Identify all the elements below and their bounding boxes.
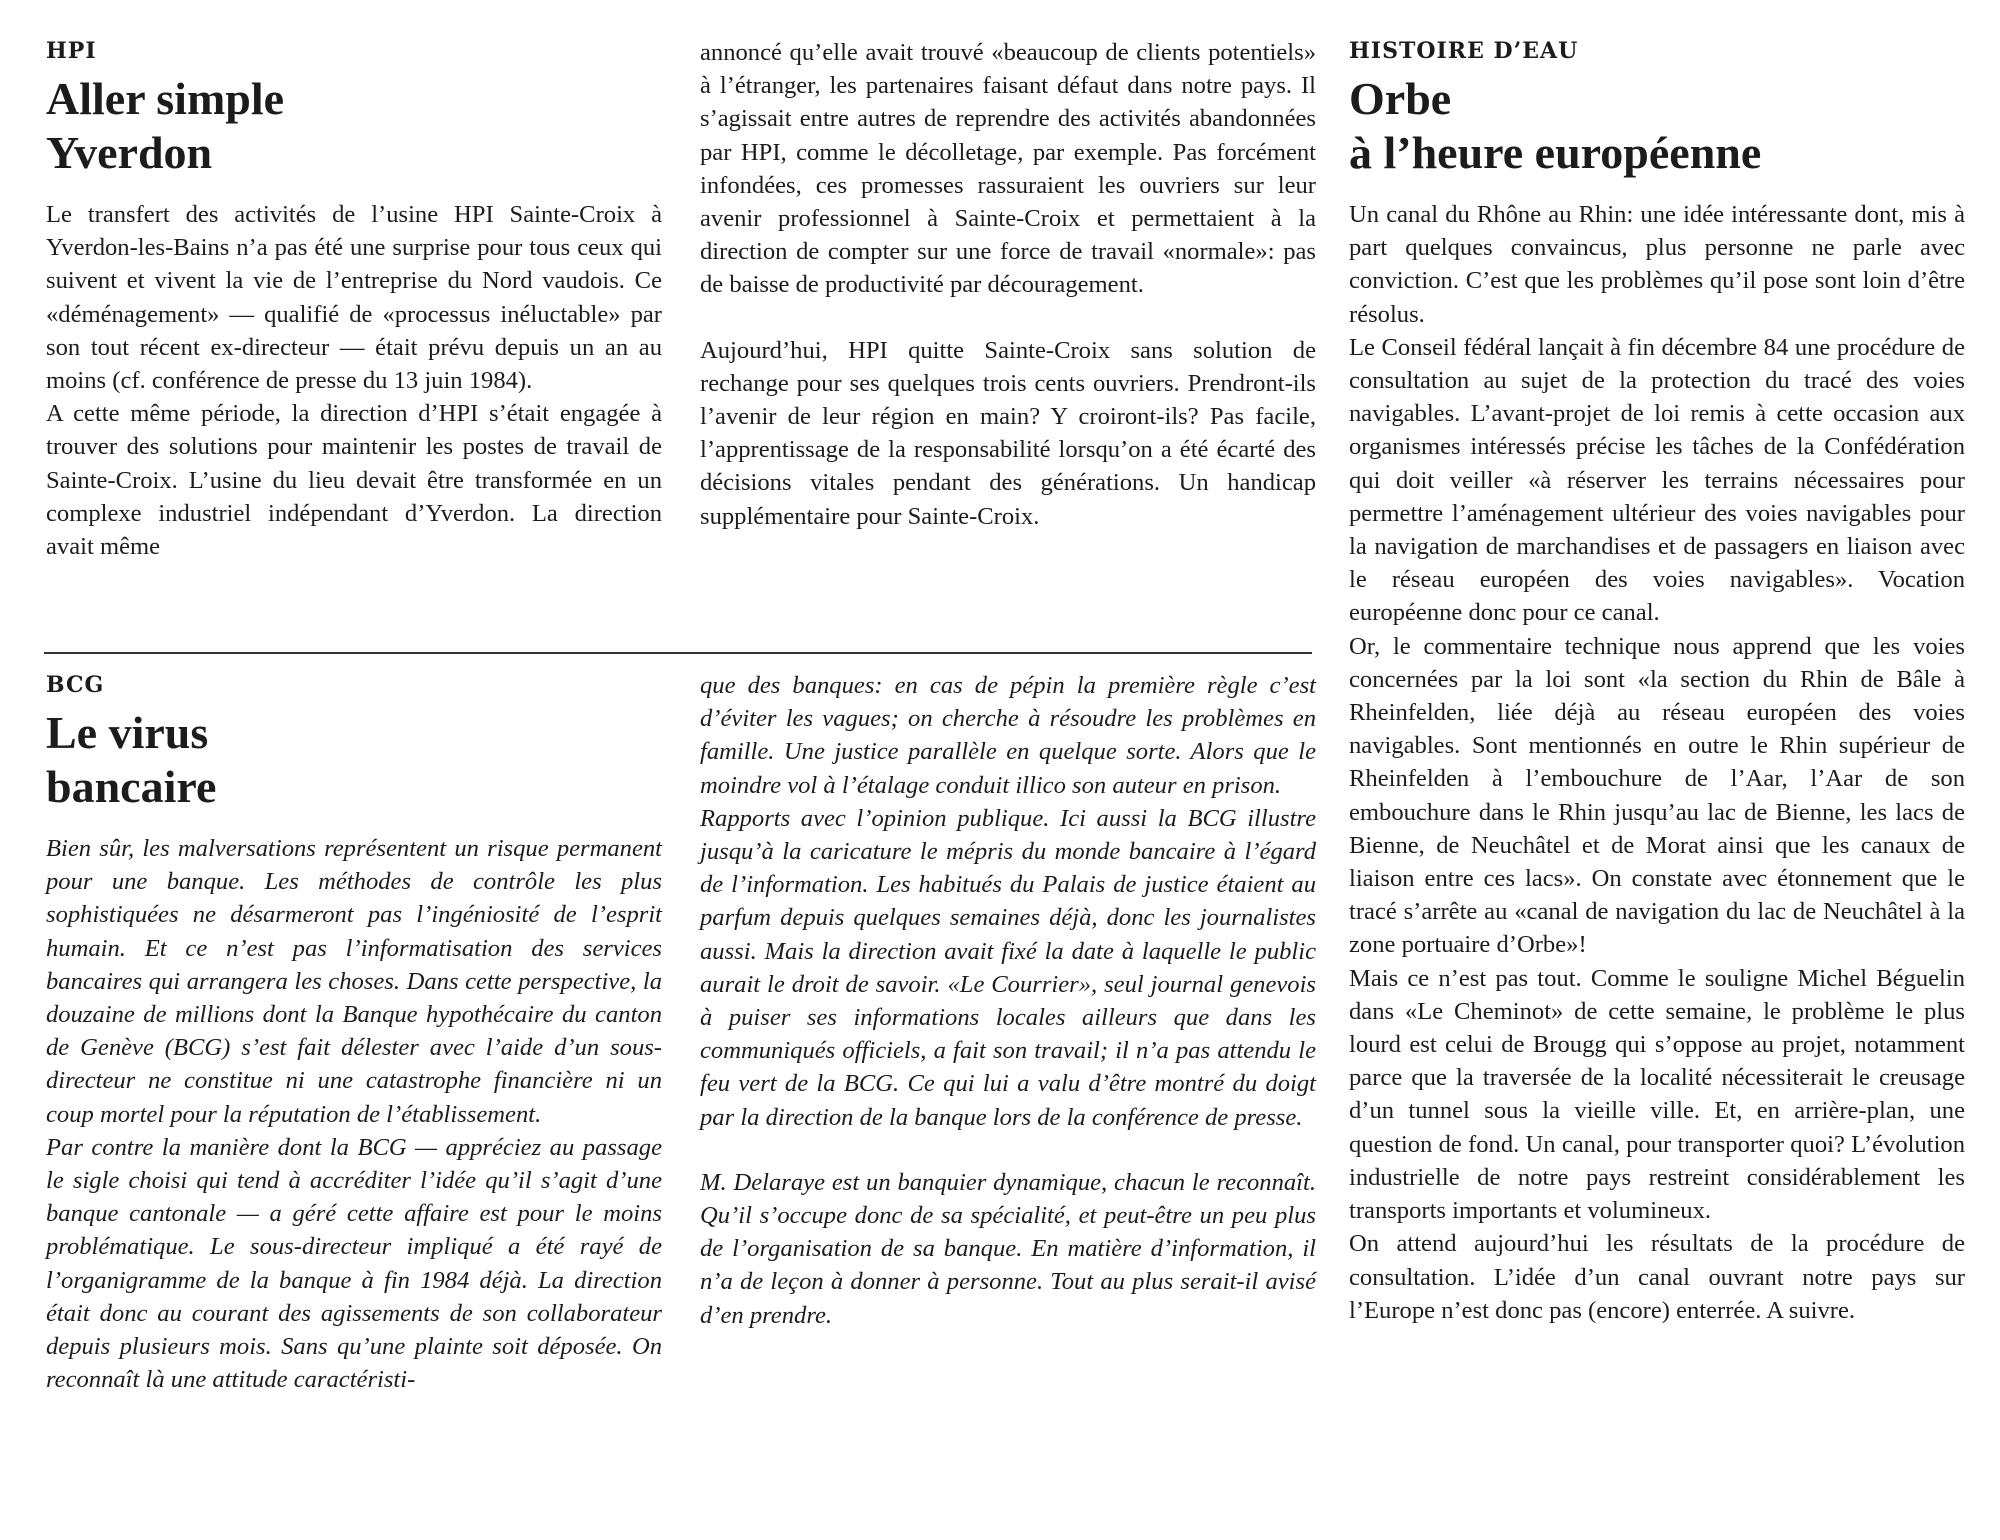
paragraph: Par contre la manière dont la BCG — appréciez au passage le sigle choisi qui tend à accréditer l’idée qu’il s’agit d’une banque cantonale — a géré cette affaire est pour le moins problématique. Le sous-directeur impliqué a été rayé de l’organigramme de la banque à fin 1984 déjà. La direction était donc au courant des agissements de son collaborateur depuis plusieurs mois. Sans qu’une plainte soit déposée. On reconnaît là une attitude caractéristi- xyxy=(46,1133,662,1394)
headline-bcg xyxy=(46,706,662,814)
paragraph: que des banques: en cas de pépin la première règle c’est d’éviter les vagues; on cherche à résoudre les problèmes en famille. Une justice parallèle en quelque sorte. Alors que le moindre vol à l’étalage conduit illico son auteur en prison. xyxy=(700,672,1316,799)
paragraph: Le Conseil fédéral lançait à fin décembre 84 une procédure de consultation au sujet de la protection du tracé des voies navigables. L’avant-projet de loi remis à cette occasion aux organismes intéressés précise les tâches de la Confédération qui doit veiller «à réserver les terrains nécessaires pour permettre l’aménagement ultérieur des voies navigables pour la navigation de marchandises et de passagers en liaison avec le réseau européen des voies navigables». Vocation européenne donc pour ce canal. xyxy=(1349,333,1965,627)
paragraph: Aujourd’hui, HPI quitte Sainte-Croix sans solution de rechange pour ses quelques trois cents ouvriers. Prendront-ils l’avenir de leur région en main? Y croiront-ils? Pas facile, l’apprentissage de la responsabilité lorsqu’on a été écarté des décisions vitales pendant des générations. Un handicap supplémentaire pour Sainte-Croix. xyxy=(700,336,1316,530)
body-bcg-col2 xyxy=(700,669,1316,1332)
paragraph: Bien sûr, les malversations représentent un risque permanent pour une banque. Les méthodes de contrôle les plus sophistiquées ne désarmeront pas l’ingéniosité de l’esprit humain. Et ce n’est pas l’informatisation des services bancaires qui arrangera les choses. Dans cette perspective, la douzaine de millions dont la Banque hypothécaire du canton de Genève (BCG) s’est fait délester avec l’aide d’un sous-directeur ne constitue ni une catastrophe financière ni un coup mortel pour la réputation de l’établissement. xyxy=(46,835,662,1128)
kicker-bcg: BCG xyxy=(46,672,105,698)
paragraph: annoncé qu’elle avait trouvé «beaucoup de clients potentiels» à l’étranger, les partenaires faisant défaut dans notre pays. Il s’agissait entre autres de reprendre des activités abandonnées par HPI, comme le décolletage, par exemple. Pas forcément infondées, ces promesses rassuraient les ouvriers sur leur avenir professionnel à Sainte-Croix et permettaient à la direction de compter sur une force de travail «normale»: pas de baisse de productivité par découragement. xyxy=(700,39,1316,299)
headline-bcg-line1: Le virus xyxy=(46,707,209,758)
section-divider xyxy=(44,652,1312,654)
kicker-hpi: HPI xyxy=(46,38,97,64)
paragraph: Un canal du Rhône au Rhin: une idée intéressante dont, mis à part quelques convaincus, plus personne ne parle avec conviction. C’est que les problèmes qu’il pose sont loin d’être résolus. xyxy=(1349,201,1965,328)
paragraph: Mais ce n’est pas tout. Comme le souligne Michel Béguelin dans «Le Cheminot» de cette semaine, le problème le plus lourd est celui de Brougg qui s’oppose au projet, notamment parce que la traversée de la localité nécessiterait le creusage d’un tunnel sous la vieille ville. Et, en arrière-plan, une question de fond. Un canal, pour transporter quoi? L’évolution industrielle de notre pays restreint considérablement les transports importants et volumineux. xyxy=(1349,964,1965,1225)
headline-eau-line2: à l’heure européenne xyxy=(1349,127,1762,178)
article-hpi xyxy=(46,38,662,563)
headline-hpi-line2: Yverdon xyxy=(46,127,213,178)
headline-hpi xyxy=(46,72,662,180)
headline-bcg-line2: bancaire xyxy=(46,761,217,812)
body-hpi-col2 xyxy=(700,36,1316,533)
body-eau xyxy=(1349,198,1965,1327)
paragraph: A cette même période, la direction d’HPI s’était engagée à trouver des solutions pour maintenir les postes de travail de Sainte-Croix. L’usine du lieu devait être transformée en un complexe industriel indépendant d’Yverdon. La direction avait même xyxy=(46,400,662,561)
headline-hpi-line1: Aller simple xyxy=(46,73,285,124)
body-hpi-col1 xyxy=(46,198,662,563)
article-eau xyxy=(1349,38,1965,1327)
headline-eau-line1: Orbe xyxy=(1349,73,1452,124)
paragraph: On attend aujourd’hui les résultats de la procédure de consultation. L’idée d’un canal ouvrant notre pays sur l’Europe n’est donc pas (encore) enterrée. A suivre. xyxy=(1349,1230,1965,1324)
paragraph: Or, le commentaire technique nous apprend que les voies concernées par la loi sont «la section du Rhin de Bâle à Rheinfelden, liée déjà au réseau européen des voies navigables. Sont mentionnés en outre le Rhin supérieur de Rheinfelden à l’embouchure de l’Aar, l’Aar de son embouchure dans le Rhin jusqu’au lac de Bienne, les lacs de Bienne, de Neuchâtel et de Morat ainsi que les canaux de liaison entre ces lacs». On constate avec étonnement que le tracé s’arrête au «canal de navigation du lac de Neuchâtel à la zone portuaire d’Orbe»! xyxy=(1349,632,1965,959)
article-bcg xyxy=(46,672,662,1396)
paragraph: Le transfert des activités de l’usine HPI Sainte-Croix à Yverdon-les-Bains n’a pas été une surprise pour tous ceux qui suivent et vivent la vie de l’entreprise du Nord vaudois. Ce «déménagement» — qualifié de «processus inéluctable» par son tout récent ex-directeur — était prévu depuis un an au moins (cf. conférence de presse du 13 juin 1984). xyxy=(46,201,662,395)
paragraph: Rapports avec l’opinion publique. Ici aussi la BCG illustre jusqu’à la caricature le mépris du monde bancaire à l’égard de l’information. Les habitués du Palais de justice étaient au parfum depuis quelques semaines déjà, donc les journalistes aussi. Mais la direction avait fixé la date à laquelle le public aurait le droit de savoir. «Le Courrier», seul journal genevois à puiser ses informations locales ailleurs que dans les communiqués officiels, a fait son travail; il n’a pas attendu le feu vert de la BCG. Ce qui lui a valu d’être montré du doigt par la direction de la banque lors de la conférence de presse. xyxy=(700,804,1316,1131)
body-bcg-col1 xyxy=(46,832,662,1396)
kicker-eau: HISTOIRE D’EAU xyxy=(1349,38,1579,64)
paragraph: M. Delaraye est un banquier dynamique, chacun le reconnaît. Qu’il s’occupe donc de sa spécialité, et peut-être un peu plus de l’organisation de sa banque. En matière d’information, il n’a de leçon à donner à personne. Tout au plus serait-il avisé d’en prendre. xyxy=(700,1168,1316,1329)
headline-eau xyxy=(1349,72,1965,180)
